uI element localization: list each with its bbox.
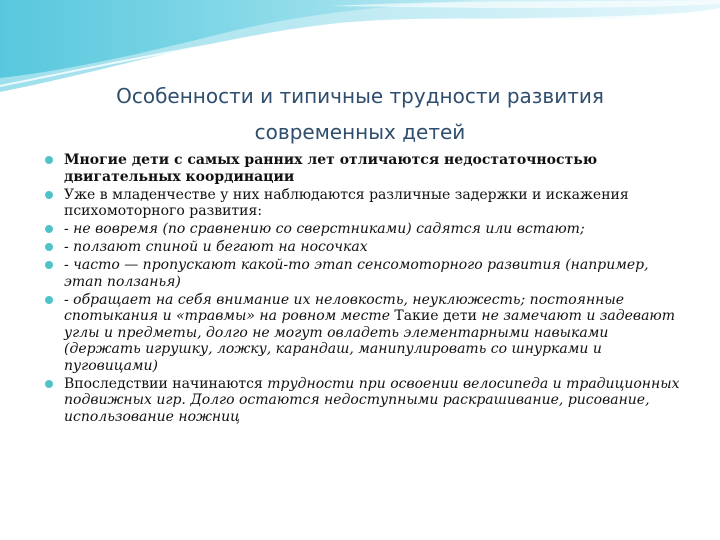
bullet-dot-icon [45, 243, 53, 251]
bullet-dot-icon [45, 296, 53, 304]
bullet-text-normal: Такие дети [389, 308, 482, 324]
bullet-text: - часто — пропускают какой-то этап сенсомоторного развития (например, этап ползанья) [64, 257, 649, 290]
bullet-list [42, 152, 682, 427]
bullet-text: - ползают спиной и бегают на носочках [64, 239, 368, 255]
bullet-item [42, 221, 682, 238]
bullet-text-italic-2: не замечают и задевают углы и предметы, долго не могут овладеть элементарными навыками (держать игрушку, ложку, карандаш, манипулировать со шнурками и пуговицами) [64, 308, 676, 374]
bullet-item [42, 292, 682, 375]
bullet-dot-icon [45, 380, 53, 388]
bullet-dot-icon [45, 191, 53, 199]
bullet-text: Многие дети с самых ранних лет отличаются недостаточностью двигательных координации [64, 152, 598, 185]
title-line-1: Особенности и типичные трудности развития [116, 84, 604, 108]
slide-title [60, 78, 660, 150]
bullet-dot-icon [45, 156, 53, 164]
bullet-text-italic: трудности при освоении велосипеда и традиционных подвижных игр. Долго остаются недоступными раскрашивание, рисование, использование ножниц [64, 375, 680, 425]
bullet-text-normal: Впоследствии начинаются [64, 375, 268, 392]
bullet-item [42, 187, 682, 220]
title-line-2: современных детей [254, 120, 466, 144]
bullet-dot-icon [45, 261, 53, 269]
bullet-text: Уже в младенчестве у них наблюдаются различные задержки и искажения психомоторного развития: [64, 186, 629, 219]
bullet-item [42, 152, 682, 185]
bullet-item [42, 376, 682, 426]
bullet-item [42, 239, 682, 256]
bullet-item [42, 257, 682, 290]
bullet-dot-icon [45, 225, 53, 233]
bullet-text-italic: - обращает на себя внимание их неловкость, неуклюжесть; постоянные спотыкания и «травмы» на ровном месте [64, 291, 625, 324]
bullet-text: - не вовремя (по сравнению со сверстниками) садятся или встают; [64, 221, 585, 237]
